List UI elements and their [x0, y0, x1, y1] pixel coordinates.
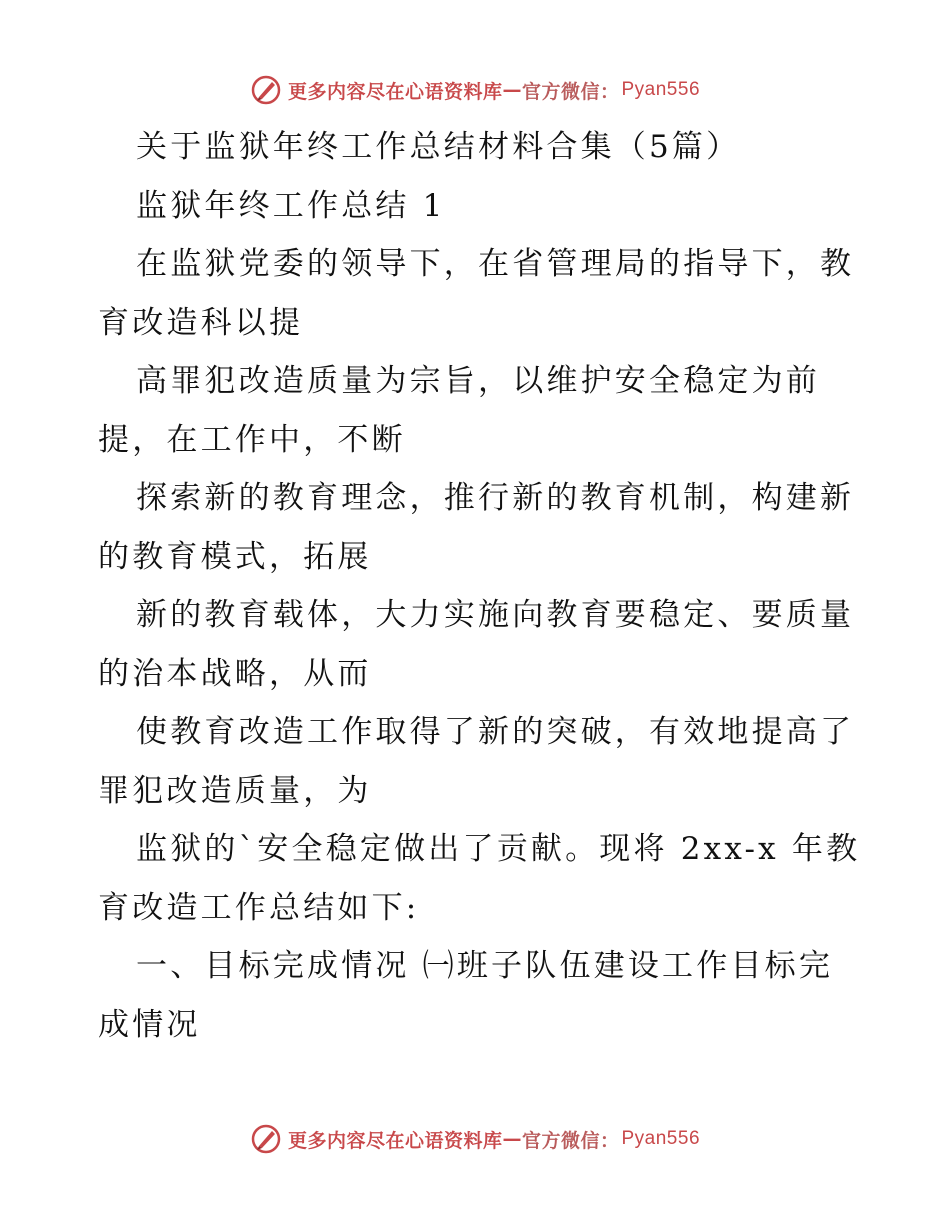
document-body: [98, 118, 861, 1054]
paragraph-line: 新的教育载体，大力实施向教育要稳定、要质量: [136, 597, 855, 633]
paragraph-line: 使教育改造工作取得了新的突破，有效地提高了: [136, 714, 855, 750]
paragraph-line: 高罪犯改造质量为宗旨，以维护安全稳定为前: [136, 363, 820, 399]
watermark-main-text: 更多内容尽在心语资料库: [287, 1129, 503, 1152]
watermark-wechat-id: Pyan556: [621, 79, 701, 100]
paragraph-line: 探索新的教育理念，推行新的教育机制，构建新: [136, 480, 855, 516]
watermark-sub-text: 官方微信：: [521, 1129, 620, 1152]
paragraph-line: 的教育模式，拓展: [98, 538, 372, 575]
watermark-sub-text: 官方微信：: [521, 80, 620, 103]
paragraph-line: 监狱的`安全稳定做出了贡献。现将 2xx-x 年教: [136, 831, 861, 867]
watermark-wechat-id: Pyan556: [621, 1128, 701, 1149]
watermark-dash: —: [502, 79, 522, 101]
watermark-dash: —: [502, 1128, 522, 1150]
paragraph-line: 成情况: [98, 1006, 201, 1043]
paragraph-line: 的治本战略，从而: [98, 655, 372, 692]
quill-logo-icon: [250, 74, 282, 106]
paragraph-line: 育改造工作总结如下:: [98, 889, 420, 926]
watermark-main-text: 更多内容尽在心语资料库: [287, 80, 503, 103]
paragraph-line: 育改造科以提: [98, 304, 304, 341]
paragraph-line: 提，在工作中，不断: [98, 421, 406, 458]
paragraph-line: 罪犯改造质量，为: [98, 772, 372, 809]
section-heading: 监狱年终工作总结 1: [136, 187, 446, 224]
paragraph-line: 一、目标完成情况 ㈠班子队伍建设工作目标完: [136, 948, 834, 984]
quill-logo-icon: [250, 1123, 282, 1155]
footer-watermark: [0, 1119, 950, 1159]
paragraph-line: 在监狱党委的领导下，在省管理局的指导下，教: [136, 246, 855, 282]
document-title: 关于监狱年终工作总结材料合集（5篇）: [136, 129, 741, 165]
header-watermark: [0, 70, 950, 110]
